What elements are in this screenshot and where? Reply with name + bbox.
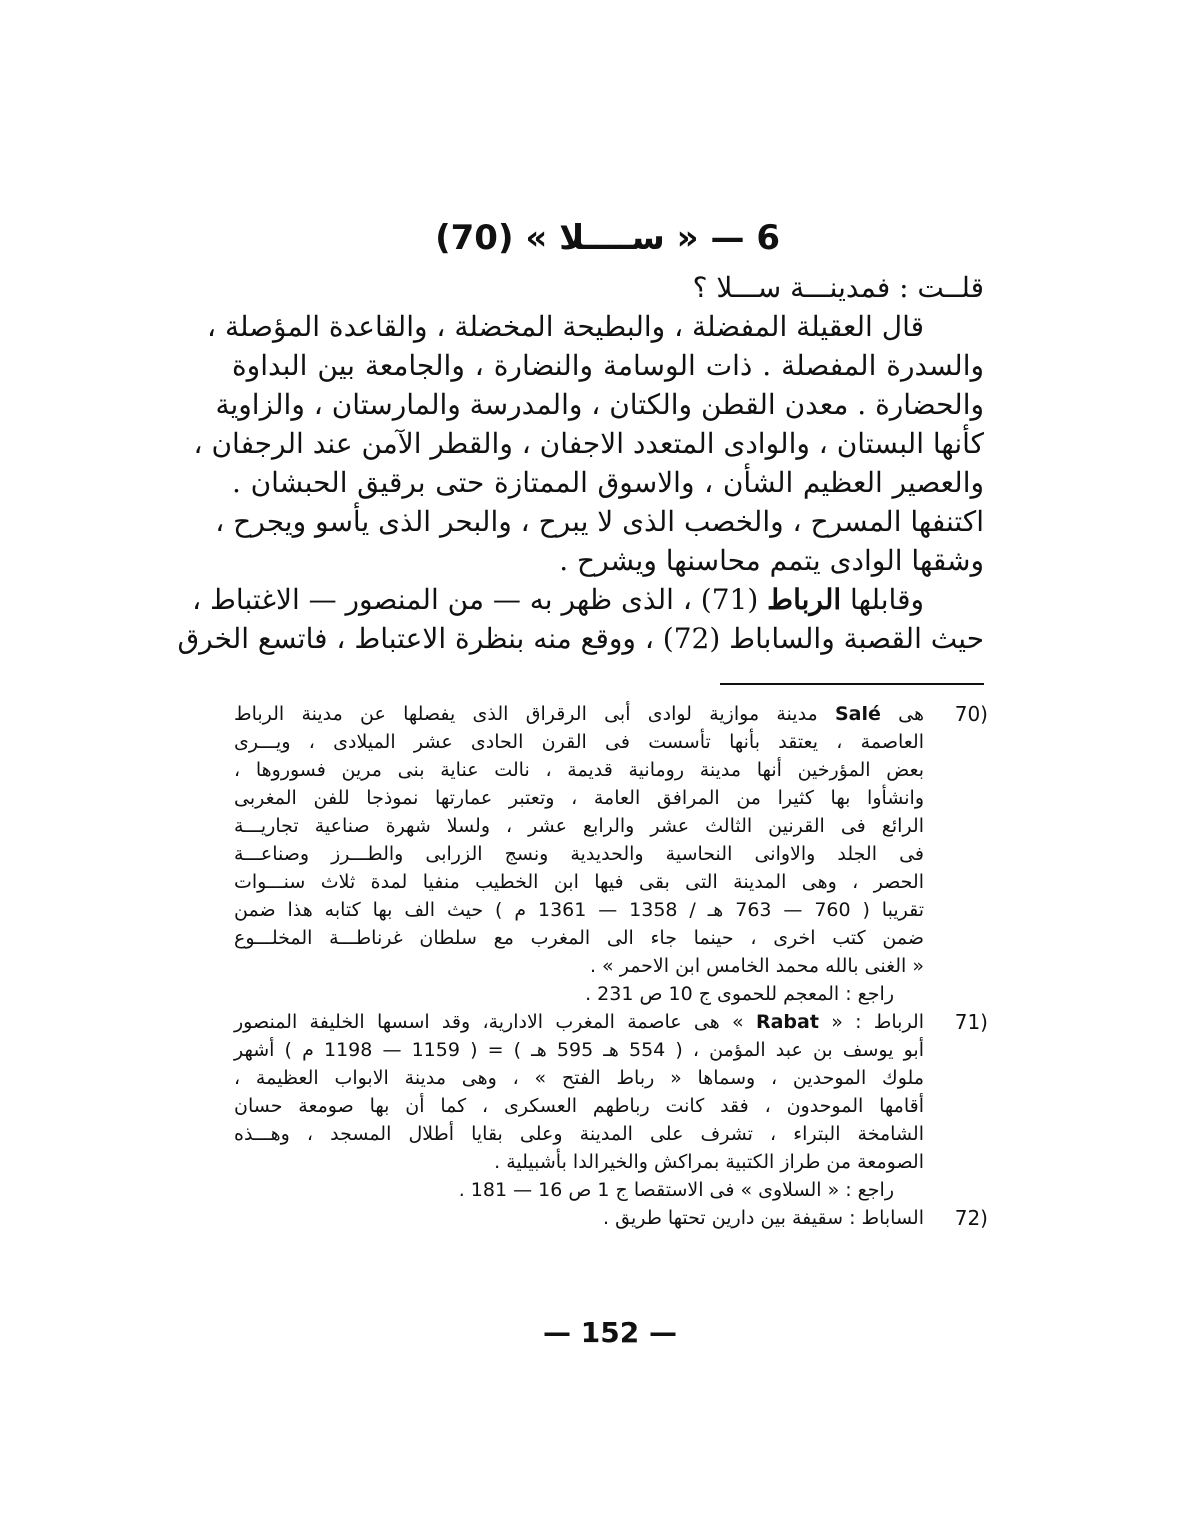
section-heading: 6 — « ســــلا » (70) <box>435 218 780 258</box>
footnote-line: بعض المؤرخين أنها مدينة رومانية قديمة ، نالت عناية بنى مرين فسوروها ، <box>234 759 924 781</box>
text-fragment: وقابلها <box>841 583 924 616</box>
footnote-line: أقامها الموحدون ، فقد كانت رباطهم العسكرى ، كما أن بها صومعة حسان <box>234 1095 924 1117</box>
footnote-line: تقريبا ( 760 — 763 هـ / 1358 — 1361 م ) حيث الف بها كتابه هذا ضمن <box>234 899 924 921</box>
footnote-line: ضمن كتب اخرى ، حينما جاء الى المغرب مع سلطان غرناطـــة المخلـــوع <box>234 927 924 949</box>
text-line: كأنها البستان ، والوادى المتعدد الاجفان ، والقطر الآمن عند الرجفان ، <box>193 427 984 460</box>
footnote-line: الصومعة من طراز الكتبية بمراكش والخيرالدا بأشبيلية . <box>494 1151 924 1173</box>
text-line: قلــت : فمدينـــة ســـلا ؟ <box>692 271 984 304</box>
footnote-line: العاصمة ، يعتقد بأنها تأسست فى القرن الحادى عشر الميلادى ، ويـــرى <box>234 731 924 753</box>
latin-term: Salé <box>834 703 881 725</box>
text-fragment: » هى عاصمة المغرب الادارية، وقد اسسها الخليفة المنصور <box>234 1011 756 1033</box>
text-fragment: (71) ، الذى ظهر به — من المنصور — الاغتباط ، <box>192 583 768 616</box>
footnote-line <box>234 1008 924 1036</box>
footnote-number: 72) <box>954 1206 988 1230</box>
footnote-line: الرائع فى القرنين الثالث عشر والرابع عشر ، ولسلا شهرة صناعية تجاريـــة <box>234 815 924 837</box>
text-fragment: هى <box>880 703 924 725</box>
text-line: والعصير العظيم الشأن ، والاسوق الممتازة حتى برقيق الحبشان . <box>232 466 984 499</box>
footnotes <box>234 700 988 1232</box>
text-line <box>192 580 984 619</box>
footnote-72 <box>234 1204 988 1232</box>
footnote-70 <box>234 700 988 1008</box>
page-number: — 152 — <box>543 1316 677 1349</box>
footnote-line: فى الجلد والاوانى النحاسية والحديدية ونسج الزرابى والطـــرز وصناعـــة <box>234 843 924 865</box>
latin-term: Rabat <box>755 1011 819 1033</box>
text-line: والسدرة المفصلة . ذات الوسامة والنضارة ، والجامعة بين البداوة <box>232 349 984 382</box>
footnote-line <box>234 700 924 728</box>
footnote-separator-rule <box>720 683 984 685</box>
footnote-reference: راجع : « السلاوى » فى الاستقصا ج 1 ص 16 — 181 . <box>458 1179 894 1201</box>
footnote-number: 71) <box>954 1010 988 1034</box>
footnote-line: الساباط : سقيفة بين دارين تحتها طريق . <box>603 1207 924 1229</box>
text-fragment: مدينة موازية لوادى أبى الرقراق الذى يفصلها عن مدينة الرباط <box>234 703 835 725</box>
footnote-line: الشامخة البتراء ، تشرف على المدينة وعلى بقايا أطلال المسجد ، وهـــذه <box>234 1123 924 1145</box>
text-line: اكتنفها المسرح ، والخصب الذى لا يبرح ، والبحر الذى يأسو ويجرح ، <box>215 505 984 538</box>
footnote-number: 70) <box>954 702 988 726</box>
footnote-line: الحصر ، وهى المدينة التى بقى فيها ابن الخطيب منفيا لمدة ثلاث سنـــوات <box>234 871 924 893</box>
text-fragment: الرباط : « <box>818 1011 924 1033</box>
text-line: قال العقيلة المفضلة ، والبطيحة المخضلة ، والقاعدة المؤصلة ، <box>207 310 924 343</box>
main-text <box>177 268 984 658</box>
footnote-line: ملوك الموحدين ، وسماها « رباط الفتح » ، وهى مدينة الابواب العظيمة ، <box>234 1067 924 1089</box>
footnote-71 <box>234 1008 988 1204</box>
footnote-line: وانشأوا بها كثيرا من المرافق العامة ، وتعتبر عمارتها نموذجا للفن المغربى <box>234 787 924 809</box>
footnote-reference: راجع : المعجم للحموى ج 10 ص 231 . <box>585 983 894 1005</box>
text-line: والحضارة . معدن القطن والكتان ، والمدرسة والمارستان ، والزاوية <box>215 388 984 421</box>
text-line: حيث القصبة والساباط (72) ، ووقع منه بنظرة الاعتباط ، فاتسع الخرق <box>177 622 984 655</box>
footnote-line: أبو يوسف بن عبد المؤمن ، ( 554 هـ 595 هـ ) = ( 1159 — 1198 م ) أشهر <box>234 1039 925 1061</box>
text-line: وشقها الوادى يتمم محاسنها ويشرح . <box>559 544 984 577</box>
bold-term: الرباط <box>767 583 842 616</box>
footnote-line: « الغنى بالله محمد الخامس ابن الاحمر » . <box>589 955 924 977</box>
